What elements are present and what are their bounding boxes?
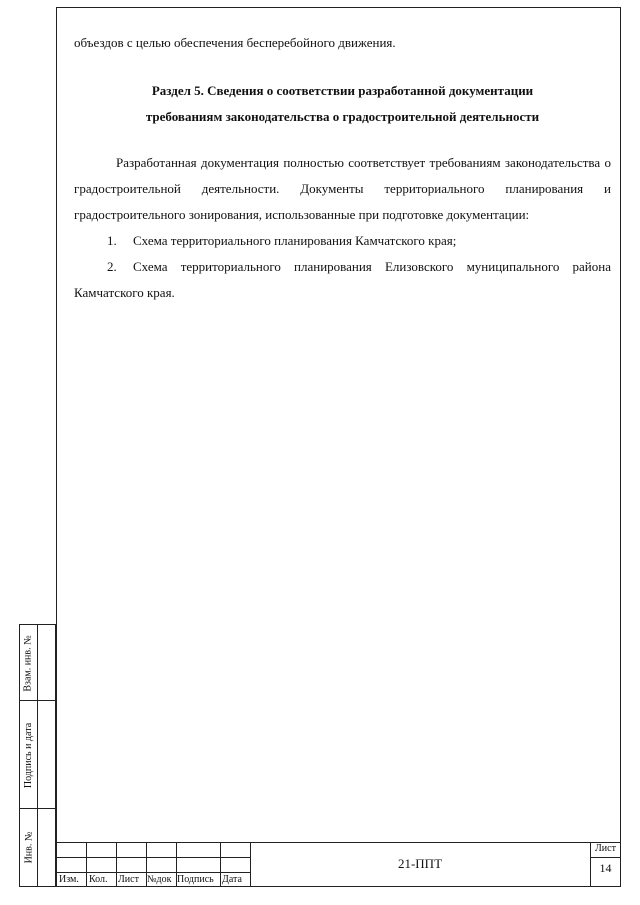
- sheet-number: 14: [599, 861, 612, 875]
- col-ndok-label: №док: [147, 874, 172, 885]
- body-paragraph: Разработанная документация полностью соответствует требованиям законодательства о градостроительной деятельности. Документы территориального планирования и градостроительного зонирования, использованные при подготовке документации:: [74, 155, 611, 222]
- sheet-cell-line: [590, 857, 621, 858]
- list-item-number: 1.: [107, 233, 117, 248]
- title-block-col-line: [86, 842, 87, 887]
- title-block-col-line: [220, 842, 221, 887]
- section-heading-line1: Раздел 5. Сведения о соответствии разработанной документации: [151, 83, 534, 98]
- list-item-number: 2.: [107, 259, 117, 274]
- section-heading: [74, 78, 611, 130]
- title-block-col-line: [116, 842, 117, 887]
- col-kol-label: Кол.: [89, 874, 108, 885]
- sheet-label: Лист: [595, 843, 616, 854]
- inventory-number-label: Инв. №: [23, 831, 34, 864]
- list-item-text: Схема территориального планирования Елизовского муниципального района Камчатского края.: [74, 259, 611, 300]
- list-item: [74, 254, 611, 306]
- title-block: [56, 842, 621, 887]
- list-item-text: Схема территориального планирования Камчатского края;: [133, 233, 457, 248]
- col-izm-label: Изм.: [59, 874, 79, 885]
- col-data-label: Дата: [222, 874, 242, 885]
- document-code: 21-ППТ: [397, 856, 443, 871]
- col-list-label: Лист: [118, 874, 139, 885]
- continuation-text: объездов с целью обеспечения бесперебойного движения.: [74, 35, 396, 50]
- side-stamp: [19, 624, 56, 887]
- document-body: [74, 30, 611, 306]
- section-heading-line2: требованиям законодательства о градостроительной деятельности: [145, 109, 540, 124]
- col-podpis-label: Подпись: [177, 874, 214, 885]
- replacement-inventory-label: Взам. инв. №: [23, 634, 35, 692]
- list-item: [74, 228, 611, 254]
- signature-date-label: Подпись и дата: [23, 722, 34, 788]
- title-block-top-line: [56, 842, 621, 843]
